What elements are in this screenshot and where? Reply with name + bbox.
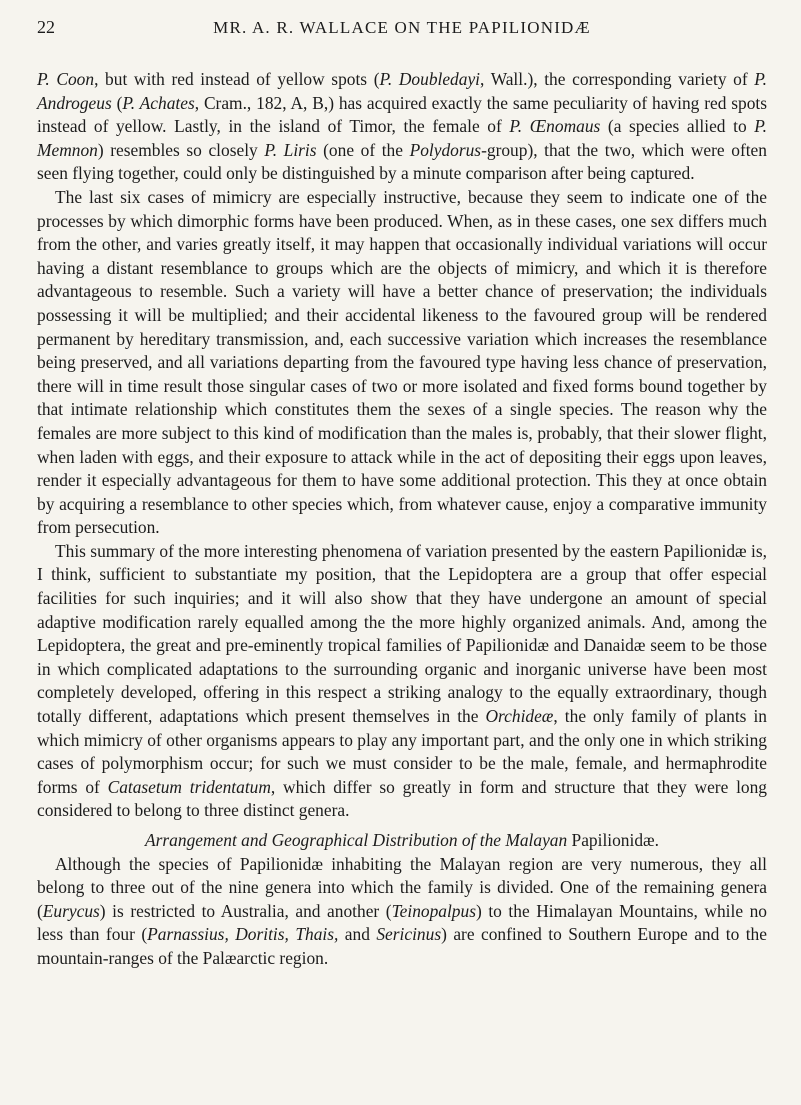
italic-run: P. Memnon [37, 116, 767, 160]
italic-run: Polydorus [409, 139, 482, 160]
text-run: , the only family of plants in which mimicry of other organisms appears to play any important part, and the only one in which striking cases of polymorphism occur; for such we must consider to be the male, female, and hermaphrodite forms of [37, 706, 767, 797]
italic-run: P. Liris [264, 139, 317, 160]
italic-run: P. Œnomaus [509, 116, 601, 137]
italic-run: P. Doubledayi [379, 69, 481, 89]
text-run: , which differ so greatly in form and structure that they were long considered to belong to three distinct genera. [37, 776, 767, 821]
running-head: MR. A. R. WALLACE ON THE PAPILIONIDÆ [213, 18, 591, 37]
text-run: ( [111, 92, 123, 113]
body-text [37, 68, 767, 971]
paragraph-3 [37, 540, 767, 823]
text-run: Although the species of Papilionidæ inhabiting the Malayan region are very numerous, they all belong to three out of the nine genera into which the family is divided. One of the remaining genera ( [37, 853, 767, 921]
italic-run: Parnassius, Doritis, Thais, [147, 924, 339, 945]
text-run: ) are confined to Southern Europe and to the mountain-ranges of the Palæarctic region. [37, 924, 767, 968]
italic-run: Teinopalpus [391, 900, 476, 921]
italic-run: P. Coon [37, 69, 95, 89]
text-run: This summary of the more interesting phenomena of variation presented by the eastern Papilionidæ is, I think, sufficient to substantiate my position, that the Lepidoptera are a group that offer especial facilities for such inquiries; and it will also show that they have undergone an amount of special adaptive modification rarely equalled among the the more highly organized animals. And, among the Lepidoptera, the great and pre-eminently tropical families of Papilionidæ and Danaidæ seem to be those in which complicated adaptations to the surrounding organic and inorganic universe have been most completely developed, offering in this respect a striking analogy to the equally extraordinary, though totally different, adaptations which present themselves in the [37, 540, 767, 727]
section-heading-italic: Arrangement and Geographical Distribution of the Malayan [145, 830, 568, 850]
text-run: ) resembles so closely [97, 139, 265, 160]
text-run: , Cram., 182, A, B,) has acquired exactly the same peculiarity of having red spots instead of yellow. Lastly, in the island of Timor, the female of [37, 92, 768, 137]
text-run: and [338, 924, 377, 945]
text-run: -group), that the two, which were often seen flying together, could only be distinguished by a minute comparison after being captured. [37, 139, 767, 184]
text-run: (one of the [316, 139, 410, 160]
section-heading [37, 829, 767, 853]
section-heading-roman: Papilionidæ. [567, 830, 659, 850]
text-run: , but with red instead of yellow spots ( [94, 69, 380, 89]
italic-run: P. Androgeus [37, 69, 768, 113]
paragraph-2 [37, 186, 767, 540]
italic-run: Eurycus [42, 900, 100, 921]
italic-run: Sericinus [376, 924, 442, 945]
paragraph-1 [37, 68, 767, 186]
text-run: ) to the Himalayan Mountains, while no less than four ( [37, 900, 767, 945]
text-run: ) is restricted to Australia, and another ( [99, 900, 392, 921]
italic-run: P. Achates [122, 92, 195, 113]
page-number: 22 [37, 17, 55, 37]
text-run: (a species allied to [600, 116, 755, 137]
text-run: The last six cases of mimicry are especially instructive, because they seem to indicate one of the processes by which dimorphic forms have been produced. When, as in these cases, one sex differs much from the other, and varies greatly itself, it may happen that occasionally individual variations will occur having a distant resemblance to groups which are the objects of mimicry, and which it is therefore advantageous to resemble. Such a variety will have a better chance of preservation; the individuals possessing it will be multiplied; and their accidental likeness to the favoured group will be rendered permanent by hereditary transmission, and, each successive variation which increases the resemblance being preserved, and all variations departing from the favoured type having less chance of preservation, there will in time result those singular cases of two or more isolated and fixed forms bound together by that intimate relationship which constitutes them the sexes of a single species. The reason why the females are more subject to this kind of modification than the males is, probably, that their slower flight, when laden with eggs, and their exposure to attack while in the act of depositing their eggs upon leaves, render it especially advantageous for them to have some additional protection. This they at once obtain by acquiring a resemblance to other species which, from whatever cause, enjoy a comparative immunity from persecution. [37, 186, 767, 538]
paragraph-4 [37, 853, 767, 971]
italic-run: Catasetum tridentatum [107, 776, 271, 797]
page-header [37, 17, 767, 45]
italic-run: Orchideæ [485, 706, 554, 727]
text-run: , Wall.), the corresponding variety of [480, 69, 755, 89]
